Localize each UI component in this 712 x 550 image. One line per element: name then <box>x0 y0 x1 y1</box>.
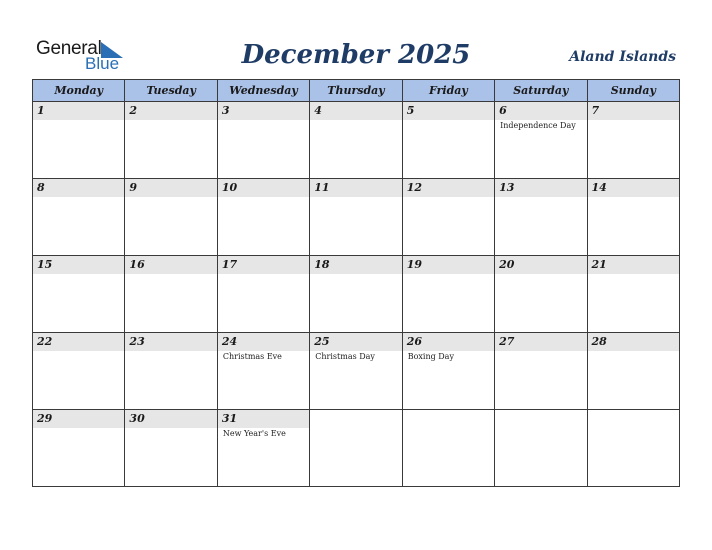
day-cell <box>310 410 402 487</box>
day-cell <box>402 410 494 487</box>
day-number: 1 <box>33 102 124 120</box>
day-number: 29 <box>33 410 124 428</box>
day-cell <box>310 179 402 256</box>
day-cell <box>495 410 587 487</box>
day-cell <box>125 102 217 179</box>
day-cell <box>33 410 125 487</box>
day-number: 31 <box>218 410 309 428</box>
day-number: 12 <box>403 179 494 197</box>
day-cell <box>402 256 494 333</box>
day-number: 7 <box>588 102 679 120</box>
day-number: 22 <box>33 333 124 351</box>
day-cell <box>217 179 309 256</box>
day-cell <box>125 333 217 410</box>
day-number: 30 <box>125 410 216 428</box>
day-number: 24 <box>218 333 309 351</box>
day-number: 21 <box>588 256 679 274</box>
day-cell <box>125 256 217 333</box>
week-row <box>33 333 680 410</box>
day-cell <box>402 179 494 256</box>
day-number: 6 <box>495 102 586 120</box>
day-number: 18 <box>310 256 401 274</box>
day-cell <box>402 333 494 410</box>
country-name: Aland Islands <box>569 49 676 65</box>
day-number: 5 <box>403 102 494 120</box>
day-number: 10 <box>218 179 309 197</box>
weekday-header: Tuesday <box>125 80 217 102</box>
day-cell <box>310 256 402 333</box>
holiday-label: New Year's Eve <box>222 429 286 438</box>
weekday-header: Saturday <box>495 80 587 102</box>
day-cell <box>310 333 402 410</box>
week-row <box>33 179 680 256</box>
logo-general-text: General <box>36 38 102 59</box>
day-number: 26 <box>403 333 494 351</box>
day-number: 25 <box>310 333 401 351</box>
day-number: 3 <box>218 102 309 120</box>
day-number: 19 <box>403 256 494 274</box>
day-cell <box>587 333 679 410</box>
day-cell <box>33 102 125 179</box>
day-cell <box>495 102 587 179</box>
day-cell <box>495 179 587 256</box>
holiday-label: Christmas Eve <box>222 352 282 361</box>
page-title: December 2025 <box>241 40 471 70</box>
week-row <box>33 102 680 179</box>
day-cell <box>587 179 679 256</box>
month-calendar <box>32 79 680 487</box>
weekday-header-row <box>33 80 680 102</box>
day-number: 23 <box>125 333 216 351</box>
holiday-label: Boxing Day <box>407 352 454 361</box>
day-number: 2 <box>125 102 216 120</box>
week-row <box>33 256 680 333</box>
weekday-header: Sunday <box>587 80 679 102</box>
day-cell <box>310 102 402 179</box>
day-cell <box>402 102 494 179</box>
day-cell <box>217 102 309 179</box>
day-cell <box>33 256 125 333</box>
day-cell <box>125 179 217 256</box>
weekday-header: Friday <box>402 80 494 102</box>
day-number: 15 <box>33 256 124 274</box>
day-number: 27 <box>495 333 586 351</box>
day-number: 8 <box>33 179 124 197</box>
day-cell <box>33 333 125 410</box>
calendar-body <box>33 102 680 487</box>
weekday-header: Monday <box>33 80 125 102</box>
day-cell <box>587 410 679 487</box>
generalblue-logo <box>36 38 136 74</box>
day-cell <box>33 179 125 256</box>
holiday-label: Christmas Day <box>315 352 375 361</box>
day-number: 20 <box>495 256 586 274</box>
holiday-label: Independence Day <box>500 121 576 130</box>
day-number: 9 <box>125 179 216 197</box>
logo-blue-text: Blue <box>85 54 120 73</box>
week-row <box>33 410 680 487</box>
day-cell <box>217 333 309 410</box>
day-cell <box>587 256 679 333</box>
day-cell <box>125 410 217 487</box>
day-cell <box>495 256 587 333</box>
day-cell <box>587 102 679 179</box>
day-number: 14 <box>588 179 679 197</box>
day-number: 16 <box>125 256 216 274</box>
day-number: 17 <box>218 256 309 274</box>
day-number: 13 <box>495 179 586 197</box>
day-cell <box>495 333 587 410</box>
day-number: 4 <box>310 102 401 120</box>
day-number: 11 <box>310 179 401 197</box>
weekday-header: Thursday <box>310 80 402 102</box>
day-cell <box>217 256 309 333</box>
day-number: 28 <box>588 333 679 351</box>
day-cell <box>217 410 309 487</box>
weekday-header: Wednesday <box>217 80 309 102</box>
